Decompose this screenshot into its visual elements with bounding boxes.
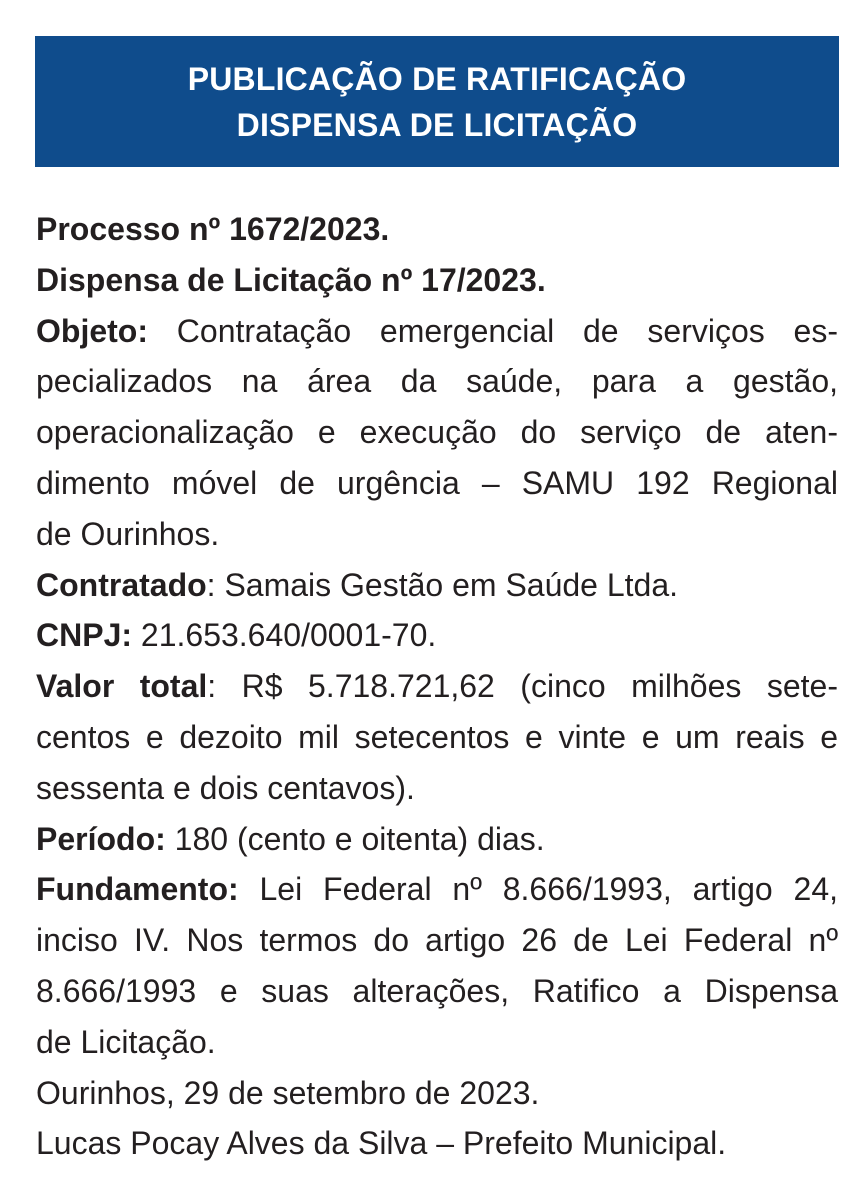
notice-header [35, 36, 839, 167]
objeto-line-2: pecializados na área da saúde, para a gestão, [36, 363, 838, 400]
fundamento-section [36, 864, 838, 1067]
signature-line: Lucas Pocay Alves da Silva – Prefeito Municipal. [36, 1125, 727, 1162]
process-number: Processo nº 1672/2023. [36, 211, 390, 247]
periodo-line [36, 814, 838, 865]
header-title-line2: DISPENSA DE LICITAÇÃO [236, 106, 638, 143]
valor-text-1: : R$ 5.718.721,62 (cinco milhões sete- [207, 668, 839, 705]
valor-line-3: sessenta e dois centavos). [36, 769, 415, 806]
contratado-label: Contratado [36, 566, 207, 603]
dispensa-number: Dispensa de Licitação nº 17/2023. [36, 261, 546, 298]
fundamento-line-1 [36, 864, 838, 915]
header-title-line1: PUBLICAÇÃO DE RATIFICAÇÃO [187, 60, 687, 97]
objeto-line-1 [36, 306, 838, 357]
cnpj-line [36, 610, 838, 661]
objeto-line-4: dimento móvel de urgência – SAMU 192 Regional [36, 464, 838, 501]
cnpj-label: CNPJ: [36, 617, 133, 654]
periodo-text: 180 (cento e oitenta) dias. [174, 820, 545, 857]
objeto-section [36, 306, 838, 560]
objeto-label: Objeto: [36, 312, 148, 349]
fundamento-text-1: Lei Federal nº 8.666/1993, artigo 24, [259, 871, 839, 908]
valor-line-1 [36, 661, 838, 712]
valor-section [36, 661, 838, 813]
objeto-text-1: Contratação emergencial de serviços es- [176, 312, 839, 349]
valor-label: Valor total [36, 668, 208, 705]
contratado-text: : Samais Gestão em Saúde Ltda. [206, 566, 679, 603]
valor-line-2: centos e dezoito mil setecentos e vinte e um reais e [36, 718, 838, 755]
notice-body [36, 204, 838, 1169]
fundamento-line-4: de Licitação. [36, 1023, 216, 1060]
periodo-label: Período: [36, 820, 166, 857]
cnpj-text: 21.653.640/0001-70. [140, 617, 437, 654]
fundamento-label: Fundamento: [36, 871, 239, 908]
fundamento-line-2: inciso IV. Nos termos do artigo 26 de Lei Federal nº [36, 922, 838, 959]
objeto-line-3: operacionalização e execução do serviço de aten- [36, 414, 838, 451]
date-line: Ourinhos, 29 de setembro de 2023. [36, 1074, 540, 1111]
contratado-line [36, 560, 838, 611]
fundamento-line-3: 8.666/1993 e suas alterações, Ratifico a Dispensa [36, 972, 838, 1009]
objeto-line-5: de Ourinhos. [36, 515, 220, 552]
